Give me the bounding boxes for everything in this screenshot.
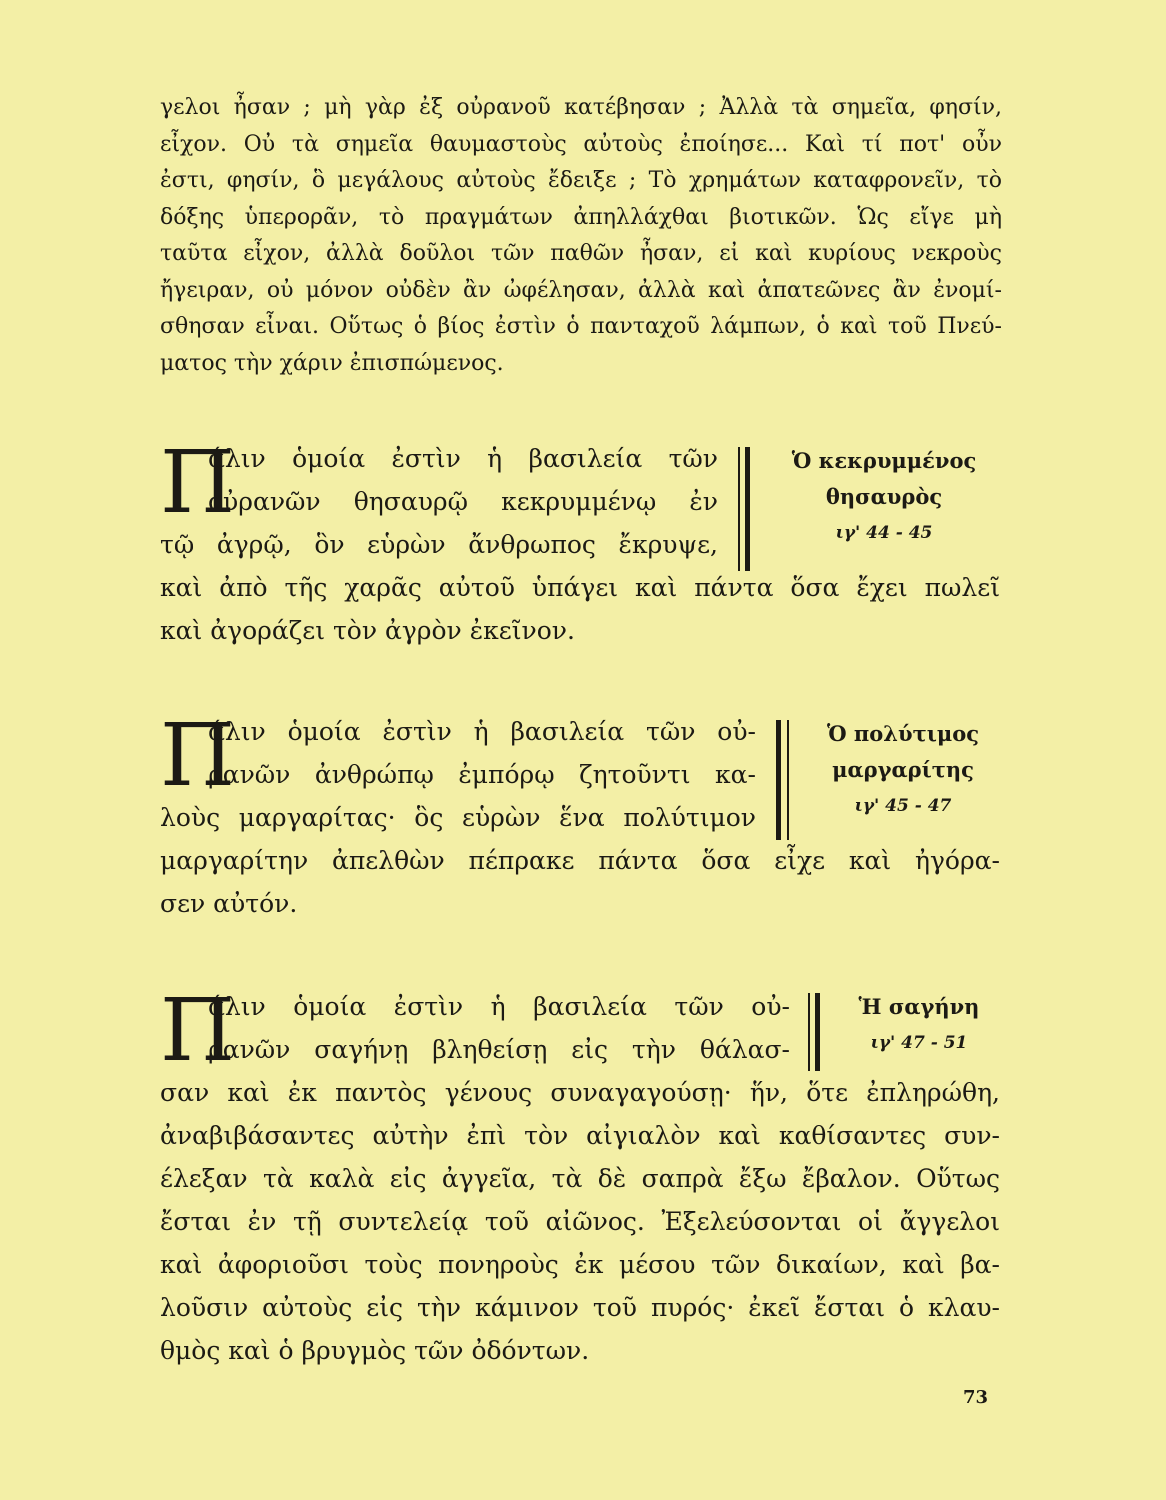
margin-rule bbox=[745, 447, 750, 571]
text-line: εἶχον. Οὐ τὰ σημεῖα θαυμαστοὺς αὐτοὺς ἐποίησε... Καὶ τί ποτ' οὖν bbox=[160, 131, 1002, 157]
text-line: οὐρανῶν θησαυρῷ κεκρυμμένῳ ἐν bbox=[208, 487, 718, 516]
text-line: καὶ ἀπὸ τῆς χαρᾶς αὐτοῦ ὑπάγει καὶ πάντα ὅσα ἔχει πωλεῖ bbox=[160, 573, 1000, 602]
text-line: θμὸς καὶ ὁ βρυγμὸς τῶν ὀδόντων. bbox=[160, 1336, 590, 1365]
margin-rule bbox=[808, 993, 810, 1071]
text-line: ματος τὴν χάριν ἐπισπώμενος. bbox=[160, 350, 504, 376]
title-line: Ὁ πολύτιμος bbox=[826, 721, 980, 746]
text-line: σεν αὐτόν. bbox=[160, 889, 298, 918]
intro-paragraph bbox=[160, 90, 1002, 382]
text-line: καὶ ἀφοριοῦσι τοὺς πονηροὺς ἐκ μέσου τῶν δικαίων, καὶ βα- bbox=[160, 1250, 1000, 1279]
margin-rule bbox=[776, 720, 781, 840]
title-line: θησαυρὸς bbox=[825, 484, 943, 509]
text-line: λοῦσιν αὐτοὺς εἰς τὴν κάμινον τοῦ πυρός· ἐκεῖ ἔσται ὁ κλαυ- bbox=[160, 1293, 1000, 1322]
text-line: άλιν ὁμοία ἐστὶν ἡ βασιλεία τῶν οὐ- bbox=[208, 992, 790, 1021]
scripture-reference: ιγ' 47 - 51 bbox=[870, 1033, 968, 1053]
text-line: έλεξαν τὰ καλὰ εἰς ἀγγεῖα, τὰ δὲ σαπρὰ ἔξω ἔβαλον. Οὕτως bbox=[160, 1164, 1000, 1193]
text-line: ρανῶν σαγήνῃ βληθείσῃ εἰς τὴν θάλασ- bbox=[208, 1035, 790, 1064]
margin-title bbox=[800, 716, 1006, 824]
text-line: μαργαρίτην ἀπελθὼν πέπρακε πάντα ὅσα εἶχε καὶ ἠγόρα- bbox=[160, 846, 1000, 875]
text-line: ἐστι, φησίν, ὃ μεγάλους αὐτοὺς ἔδειξε ; Τὸ χρημάτων καταφρονεῖν, τὸ bbox=[160, 168, 1002, 193]
title-line: μαργαρίτης bbox=[832, 757, 974, 782]
text-line: τῷ ἀγρῷ, ὃν εὑρὼν ἄνθρωπος ἔκρυψε, bbox=[160, 530, 718, 559]
margin-rule bbox=[787, 720, 789, 840]
margin-rule bbox=[738, 447, 740, 571]
text-line: σαν καὶ ἐκ παντὸς γένους συναγαγούσῃ· ἥν, ὅτε ἐπληρώθη, bbox=[160, 1078, 1000, 1107]
margin-title bbox=[764, 443, 1004, 551]
text-line: καὶ ἀγοράζει τὸν ἀγρὸν ἐκεῖνον. bbox=[160, 616, 575, 645]
text-line: δόξης ὑπερορᾶν, τὸ πραγμάτων ἀπηλλάχθαι βιοτικῶν. Ὡς εἴγε μὴ bbox=[160, 204, 1002, 230]
text-line: σθησαν εἶναι. Οὕτως ὁ βίος ἐστὶν ὁ πανταχοῦ λάμπων, ὁ καὶ τοῦ Πνεύ- bbox=[160, 314, 1002, 339]
title-line: Ἡ σαγήνη bbox=[858, 994, 980, 1019]
text-line: ρανῶν ἀνθρώπῳ ἐμπόρῳ ζητοῦντι κα- bbox=[208, 760, 756, 789]
text-line: άλιν ὁμοία ἐστὶν ἡ βασιλεία τῶν bbox=[208, 444, 718, 473]
text-line: ἀναβιβάσαντες αὐτὴν ἐπὶ τὸν αἰγιαλὸν καὶ καθίσαντες συν- bbox=[160, 1121, 1000, 1150]
drop-cap: Π bbox=[160, 433, 235, 533]
text-line: γελοι ἦσαν ; μὴ γὰρ ἐξ οὐρανοῦ κατέβησαν ; Ἀλλὰ τὰ σημεῖα, φησίν, bbox=[160, 95, 1002, 120]
margin-title bbox=[832, 989, 1006, 1061]
drop-cap: Π bbox=[160, 981, 235, 1081]
scripture-reference: ιγ' 45 - 47 bbox=[854, 796, 952, 816]
text-line: ταῦτα εἶχον, ἀλλὰ δοῦλοι τῶν παθῶν ἦσαν, εἰ καὶ κυρίους νεκροὺς bbox=[160, 241, 1002, 266]
text-line: λοὺς μαργαρίτας· ὃς εὑρὼν ἕνα πολύτιμον bbox=[160, 803, 756, 832]
text-line: ἔσται ἐν τῇ συντελείᾳ τοῦ αἰῶνος. Ἐξελεύσονται οἱ ἄγγελοι bbox=[160, 1207, 1000, 1236]
text-line: άλιν ὁμοία ἐστὶν ἡ βασιλεία τῶν οὐ- bbox=[208, 717, 756, 746]
title-line: Ὁ κεκρυμμένος bbox=[791, 448, 977, 473]
page-number: 73 bbox=[963, 1387, 989, 1408]
scripture-reference: ιγ' 44 - 45 bbox=[835, 523, 933, 543]
margin-rule bbox=[815, 993, 820, 1071]
drop-cap: Π bbox=[160, 706, 235, 806]
text-line: ἤγειραν, οὐ μόνον οὐδὲν ἂν ὠφέλησαν, ἀλλὰ καὶ ἀπατεῶνες ἂν ἐνομί- bbox=[160, 277, 1002, 303]
